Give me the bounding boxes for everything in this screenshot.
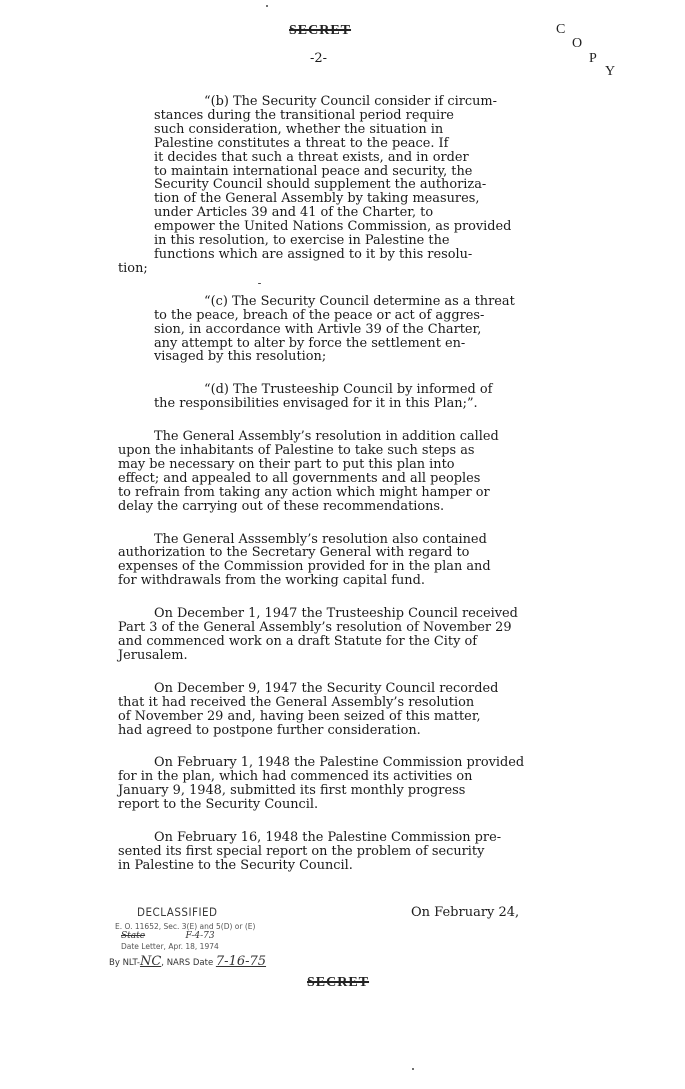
line: “(b) The Security Council consider if circum- — [204, 94, 497, 109]
line: functions which are assigned to it by this resolu- — [154, 246, 473, 262]
line: expenses of the Commission provided for in the plan and — [118, 559, 491, 575]
paragraph-clause-d — [118, 383, 558, 411]
line: had agreed to postpone further consideration. — [118, 722, 421, 738]
paragraph-clause-c — [118, 295, 558, 365]
line: The General Assembly’s resolution in addition called — [154, 429, 499, 445]
line: Part 3 of the General Assembly’s resolution of November 29 — [118, 620, 512, 636]
copy-letter-y: Y — [605, 64, 616, 79]
stamp-title: DECLASSIFIED — [137, 905, 218, 919]
line: effect; and appealed to all governments and all peoples — [118, 470, 481, 486]
line: for in the plan, which had commenced its activities on — [118, 769, 473, 785]
classification-marking-bottom: SECRET — [307, 975, 370, 990]
stamp-authority-line — [115, 922, 255, 931]
line: to maintain international peace and security, the — [154, 163, 473, 179]
paragraph-secretary-general-authorization — [118, 533, 558, 589]
paragraph-trusteeship-december-1 — [118, 607, 558, 663]
stamp-nars-date-label: , NARS Date — [161, 958, 214, 968]
scan-speck — [266, 5, 268, 7]
document-body — [118, 95, 558, 892]
line: On December 1, 1947 the Trusteeship Council received — [154, 606, 518, 622]
line: The General Asssembly’s resolution also contained — [154, 531, 487, 547]
stamp-by-label: By NLT- — [109, 958, 140, 968]
paragraph-security-council-december-9 — [118, 682, 558, 738]
line: sented its first special report on the problem of security — [118, 843, 485, 859]
line: “(c) The Security Council determine as a threat — [204, 293, 515, 309]
stamp-initials: NC — [139, 954, 162, 969]
line: On February 16, 1948 the Palestine Commission pre- — [154, 830, 502, 846]
line: Palestine constitutes a threat to the peace. If — [154, 135, 449, 151]
page-number: -2- — [310, 51, 328, 66]
stamp-letter-text: Date Letter, Apr. 18, 1974 — [121, 942, 219, 951]
paragraph-commission-february-16 — [118, 831, 558, 873]
line: in this resolution, to exercise in Palestine the — [154, 233, 450, 249]
stamp-authority-text: E. O. 11652, Sec. 3(E) and 5(D) or (E) — [115, 922, 256, 931]
line: empower the United Nations Commission, as provided — [154, 219, 512, 235]
line: in Palestine to the Security Council. — [118, 857, 353, 873]
line: it decides that such a threat exists, and in order — [154, 149, 469, 165]
line: report to the Security Council. — [118, 797, 319, 813]
line: On December 9, 1947 the Security Council recorded — [154, 680, 499, 696]
line: may be necessary on their part to put this plan into — [118, 456, 455, 472]
line: tion of the General Assembly by taking measures, — [154, 191, 480, 207]
paragraph-commission-february-1 — [118, 756, 558, 812]
line: of November 29 and, having been seized of this matter, — [118, 708, 481, 724]
line: Security Council should supplement the authoriza- — [154, 177, 487, 193]
copy-letter-c: C — [556, 22, 566, 37]
copy-letter-p: P — [589, 51, 597, 66]
stamp-handwritten-line — [121, 931, 215, 941]
classification-marking-top: SECRET — [289, 23, 352, 38]
line: authorization to the Secretary General with regard to — [118, 545, 470, 561]
line: visaged by this resolution; — [154, 349, 327, 365]
line: January 9, 1948, submitted its first monthly progress — [118, 783, 466, 799]
line: stances during the transitional period require — [154, 107, 454, 123]
continuation-text: On February 24, — [411, 905, 520, 920]
stamp-handwritten-reference: F-4-73 — [185, 931, 215, 941]
line: and commenced work on a draft Statute for the City of — [118, 634, 478, 649]
copy-letter-o: O — [572, 36, 583, 51]
stamp-signature-line — [109, 954, 266, 969]
line: On February 1, 1948 the Palestine Commission provided — [154, 755, 525, 771]
line: that it had received the General Assembly’s resolution — [118, 694, 475, 710]
line: the responsibilities envisaged for it in this Plan;”. — [154, 396, 478, 412]
line: sion, in accordance with Artivle 39 of the Charter, — [154, 321, 482, 337]
stamp-letter-line — [121, 942, 219, 951]
line: delay the carrying out of these recommendations. — [118, 498, 445, 514]
line: under Articles 39 and 41 of the Charter, to — [154, 205, 434, 221]
line: such consideration, whether the situation in — [154, 121, 444, 137]
line: to refrain from taking any action which might hamper or — [118, 484, 490, 500]
paragraph-clause-b — [118, 95, 558, 276]
line: Jerusalem. — [118, 647, 188, 663]
paragraph-ga-resolution-appeal — [118, 430, 558, 513]
line: “(d) The Trusteeship Council by informed of — [204, 382, 493, 398]
line: tion; — [118, 260, 148, 276]
line: any attempt to alter by force the settlement en- — [154, 335, 466, 351]
scan-speck — [412, 1068, 414, 1070]
line: to the peace, breach of the peace or act of aggres- — [154, 307, 485, 323]
stamp-handwritten-agency: State — [121, 931, 146, 941]
line: upon the inhabitants of Palestine to take such steps as — [118, 443, 475, 459]
line: for withdrawals from the working capital fund. — [118, 573, 425, 589]
scan-speck — [258, 283, 261, 284]
stamp-date: 7-16-75 — [215, 954, 267, 969]
